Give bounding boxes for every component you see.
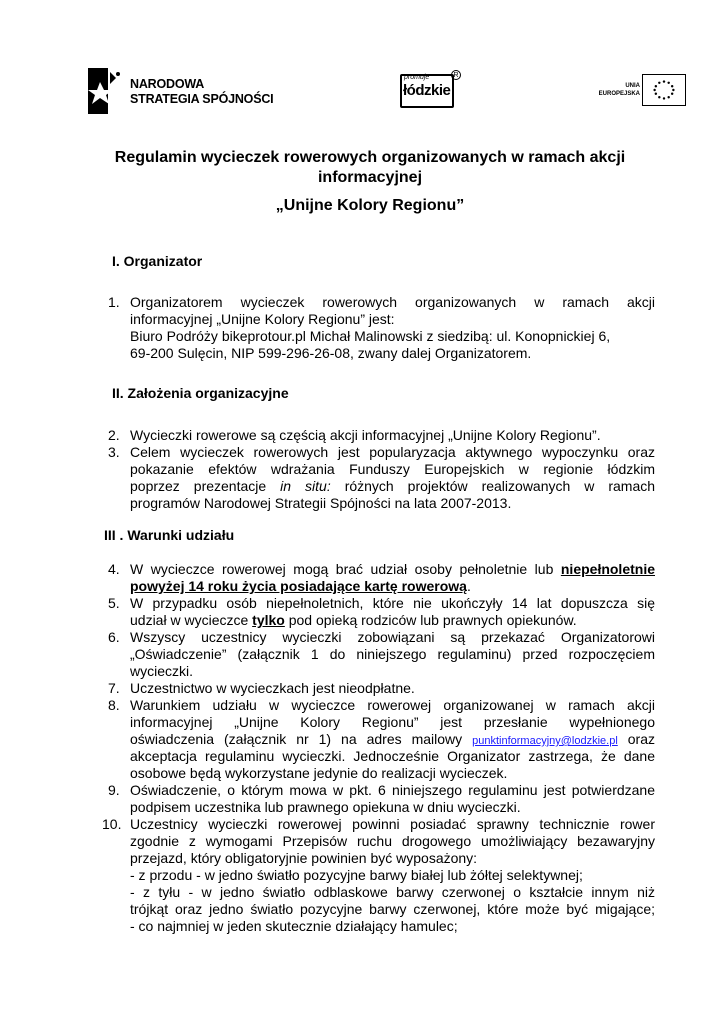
item3-line3b: różnych projektów realizowanych w ramach xyxy=(344,478,656,494)
item8-line1: Warunkiem udziału w wycieczce rowerowej organizowanej w ramach akcji xyxy=(130,697,655,713)
eu-text xyxy=(598,82,640,98)
item4-line2-bold: powyżej 14 roku życia posiadające kartę rowerową xyxy=(130,578,467,594)
item10-line2: zgodnie z wymogami Przepisów ruchu drogowego umożliwiający bezawaryjny xyxy=(130,833,655,849)
eu-flag-icon xyxy=(642,74,686,106)
item10-line7: - co najmniej w jeden skutecznie działający hamulec; xyxy=(130,918,458,934)
section-organizator: I. Organizator xyxy=(112,253,203,269)
item3-line1: Celem wycieczek rowerowych jest popularyzacja aktywnego wypoczynku oraz xyxy=(130,444,655,460)
item6-line1: Wszyscy uczestnicy wycieczki zobowiązani są przekazać Organizatorowi xyxy=(130,629,655,645)
item3-line4: programów Narodowej Strategii Spójności na lata 2007-2013. xyxy=(130,495,512,511)
item9-line1: Oświadczenie, o którym mowa w pkt. 6 niniejszego regulaminu jest potwierdzane xyxy=(130,782,655,798)
item-number: 2. xyxy=(108,427,120,443)
nss-line1: NARODOWA xyxy=(130,77,205,91)
registered-icon: R xyxy=(451,70,461,80)
item5-tylko: tylko xyxy=(252,612,285,628)
item-number: 8. xyxy=(108,697,120,713)
item2-line1: Wycieczki rowerowe są częścią akcji informacyjnej „Unijne Kolory Regionu”. xyxy=(130,427,601,443)
item-number: 4. xyxy=(108,561,120,577)
lodzkie-logo xyxy=(400,70,462,110)
lodzkie-big: łódzkie xyxy=(403,82,451,99)
item3-line2: pokazanie efektów wdrażania Funduszy Europejskich w regionie łódzkim xyxy=(130,461,655,477)
nss-line2: STRATEGIA SPÓJNOŚCI xyxy=(130,92,274,106)
item9-line2: podpisem uczestnika lub prawnego opiekuna w dniu wycieczki. xyxy=(130,799,521,815)
item8-line3b: oraz xyxy=(627,731,655,747)
item7-line1: Uczestnictwo w wycieczkach jest nieodpłatne. xyxy=(130,680,415,696)
item5-line2c: pod opieką rodziców lub prawnych opiekunów. xyxy=(288,612,577,628)
item8-line3a: oświadczenia (załącznik nr 1) na adres mailowy xyxy=(130,731,463,747)
eu-line2: EUROPEJSKA xyxy=(598,91,640,97)
item-number: 10. xyxy=(102,816,122,832)
item6-line2: „Oświadczenie” (załącznik 1 do niniejszego regulaminu) przed rozpoczęciem xyxy=(130,646,655,662)
section-zalozenia: II. Założenia organizacyjne xyxy=(112,385,289,401)
item4-line1a: W wycieczce rowerowej mogą brać udział osoby pełnoletnie lub xyxy=(130,561,554,577)
item4-line2-end: . xyxy=(466,578,471,594)
item5-line1: W przypadku osób niepełnoletnich, które nie ukończyły 14 lat dopuszcza się xyxy=(130,595,655,611)
item8-line2: informacyjnej „Unijne Kolory Regionu” jest przesłanie wypełnionego xyxy=(130,714,655,730)
star-figure-icon xyxy=(88,68,130,114)
item4-line2 xyxy=(130,578,471,595)
lodzkie-small: promuje xyxy=(404,74,430,81)
item4-niepelnoletnie: niepełnoletnie xyxy=(560,561,655,577)
item3-line3a: poprzez prezentacje xyxy=(130,478,267,494)
item-number: 3. xyxy=(108,444,120,460)
item1-line3: Biuro Podróży bikeprotour.pl Michał Malinowski z siedzibą: ul. Konopnickiej 6, xyxy=(130,328,611,344)
section-warunki: III . Warunki udziału xyxy=(104,527,235,543)
email-link[interactable]: punktinformacyjny@lodzkie.pl xyxy=(472,735,618,747)
item4-line1 xyxy=(130,561,655,578)
item5-line2a: udział w wycieczce xyxy=(130,612,249,628)
item10-line3: przejazd, który obligatoryjnie powinien być wyposażony: xyxy=(130,850,478,866)
item10-line4: - z przodu - w jedno światło pozycyjne barwy białej lub żółtej selektywnej; xyxy=(130,867,583,883)
item-number: 6. xyxy=(108,629,120,645)
item8-line5: osobowe będą wykorzystane jedynie do realizacji wycieczek. xyxy=(130,765,508,781)
item1-line4: 69-200 Sulęcin, NIP 599-296-26-08, zwany dalej Organizatorem. xyxy=(130,345,532,361)
item10-line6: trójkąt oraz jedno światło pozycyjne barwy czerwonej, które może być migające; xyxy=(130,901,655,917)
item6-line3: wycieczki. xyxy=(130,663,194,679)
item10-line5: - z tyłu - w jedno światło odblaskowe barwy czerwonej o kształcie innym niż xyxy=(130,884,655,900)
title-line1: Regulamin wycieczek rowerowych organizowanych w ramach akcji xyxy=(114,149,626,166)
item3-in-situ: in situ: xyxy=(280,478,331,494)
item-number: 5. xyxy=(108,595,120,611)
item-number: 1. xyxy=(108,294,120,310)
item-number: 7. xyxy=(108,680,120,696)
title-line2: informacyjnej xyxy=(317,169,423,186)
item1-line1: Organizatorem wycieczek rowerowych organizowanych w ramach akcji xyxy=(130,294,655,310)
item10-line1: Uczestnicy wycieczki rowerowej powinni posiadać sprawny technicznie rower xyxy=(130,816,655,832)
item3-line3 xyxy=(130,478,655,495)
item5-line2 xyxy=(130,612,577,629)
item1-line2: informacyjnej „Unijne Kolory Regionu” jest: xyxy=(130,311,395,327)
eu-logo xyxy=(598,74,686,108)
eu-line1: UNIA xyxy=(625,83,640,89)
item-number: 9. xyxy=(108,782,120,798)
item8-line4: akceptacja regulaminu wycieczki. Jednocześnie Organizator zastrzega, że dane xyxy=(130,748,655,764)
nss-logo xyxy=(88,68,278,114)
title-line3: „Unijne Kolory Regionu” xyxy=(275,197,465,214)
